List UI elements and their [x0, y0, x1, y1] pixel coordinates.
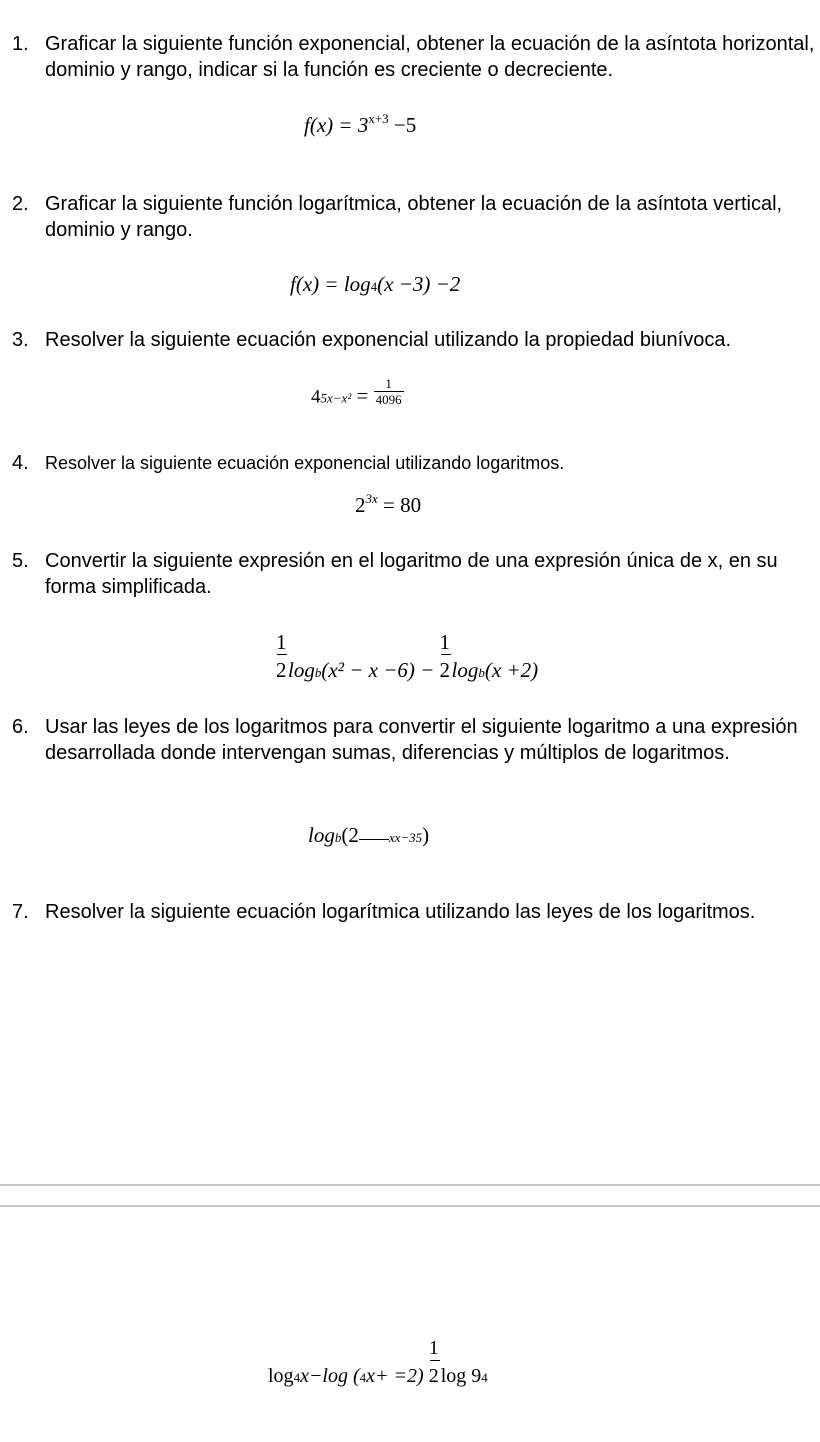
formula-base: 4	[370, 279, 378, 294]
formula-log-equation	[268, 1337, 488, 1387]
formula-log: log	[451, 658, 479, 682]
fraction-denominator: 2	[439, 658, 451, 682]
question-number: 6.	[12, 716, 29, 738]
formula-exponential-log-equation	[355, 492, 421, 516]
formula-lhs: f(x) = log	[290, 272, 371, 296]
formula-log-base: b	[334, 830, 342, 845]
formula-sub-4: 4	[481, 1370, 488, 1385]
question-text: Resolver la siguiente ecuación logarítmica utilizando las leyes de los logaritmos.	[45, 901, 756, 923]
question-number: 2.	[12, 193, 29, 215]
formula-sub-2: 4	[359, 1370, 367, 1385]
formula-logarithmic-function	[290, 274, 460, 295]
fraction-numerator: 1	[276, 630, 287, 654]
formula-sub-1: 4	[293, 1370, 301, 1385]
formula-open-text: (2	[341, 823, 359, 847]
formula-exponential-equation	[311, 376, 404, 407]
formula-lhs: f(x) = 3	[304, 113, 369, 137]
formula-log-base: b	[314, 665, 322, 680]
fraction-one-half	[276, 630, 288, 682]
formula-part-2: x−log (	[300, 1365, 360, 1387]
question-text: Convertir la siguiente expresión en el logaritmo de una expresión única de x, en su forma simplificada.	[45, 550, 778, 598]
formula-log-expansion	[308, 825, 429, 846]
fraction-denominator: 2	[428, 1365, 439, 1387]
formula-rest: (x −3) −2	[377, 272, 461, 296]
question-text: Graficar la siguiente función exponencial, obtener la ecuación de la asíntota horizontal, dominio y rango, indicar si la función es creciente o decreciente.	[45, 33, 815, 81]
formula-log-combination	[276, 630, 539, 682]
formula-exponent: 3x	[365, 491, 378, 506]
question-number: 4.	[12, 452, 29, 474]
formula-part-1: log	[268, 1365, 294, 1387]
formula-base: 4	[311, 386, 321, 408]
fraction-bar	[441, 654, 451, 655]
formula-open	[341, 823, 359, 847]
fraction-numerator: 1	[439, 630, 451, 654]
formula-exponent: 5x−x²	[320, 390, 352, 406]
formula-fraction	[374, 376, 404, 407]
formula-part-3: x+ =2)	[366, 1365, 424, 1387]
formula-rest: −5	[388, 113, 417, 137]
formula-argument-2: (x +2)	[484, 658, 539, 682]
fraction-numerator: 1	[374, 376, 404, 392]
formula-exponent: x+3	[368, 111, 389, 126]
question-number: 3.	[12, 329, 29, 351]
formula-close: )	[422, 823, 430, 847]
formula-base: 2	[355, 493, 366, 517]
formula-part-4: log 9	[440, 1365, 482, 1387]
fraction-one-half	[428, 1337, 441, 1387]
divider-bottom	[0, 1205, 820, 1207]
formula-tail: xx−35	[388, 830, 423, 845]
fraction-one-half	[439, 630, 452, 682]
fraction-denominator: 2	[276, 658, 287, 682]
formula-exponential-function	[304, 112, 416, 136]
fraction-line	[359, 839, 389, 840]
fraction-numerator: 1	[428, 1337, 439, 1359]
question-text: Resolver la siguiente ecuación exponencial utilizando logaritmos.	[45, 453, 565, 473]
question-number: 5.	[12, 550, 29, 572]
fraction-bar	[430, 1360, 440, 1361]
fraction-bar	[277, 654, 287, 655]
formula-log: log	[308, 823, 335, 847]
question-text: Usar las leyes de los logaritmos para convertir el siguiente logaritmo a una expresión desarrollada donde intervengan sumas, diferencias y múltiplos de logaritmos.	[45, 716, 798, 764]
formula-equals: =	[351, 383, 374, 408]
question-number: 1.	[12, 33, 29, 55]
question-number: 7.	[12, 901, 29, 923]
question-text: Graficar la siguiente función logarítmica, obtener la ecuación de la asíntota vertical, dominio y rango.	[45, 193, 783, 241]
formula-rest: = 80	[377, 493, 422, 517]
formula-log: log	[288, 658, 315, 682]
question-text: Resolver la siguiente ecuación exponencial utilizando la propiedad biunívoca.	[45, 329, 732, 351]
fraction-denominator: 4096	[375, 392, 402, 407]
formula-argument-1: (x² − x −6) −	[321, 658, 435, 682]
formula-log-base: b	[478, 665, 485, 680]
divider-top	[0, 1184, 820, 1186]
